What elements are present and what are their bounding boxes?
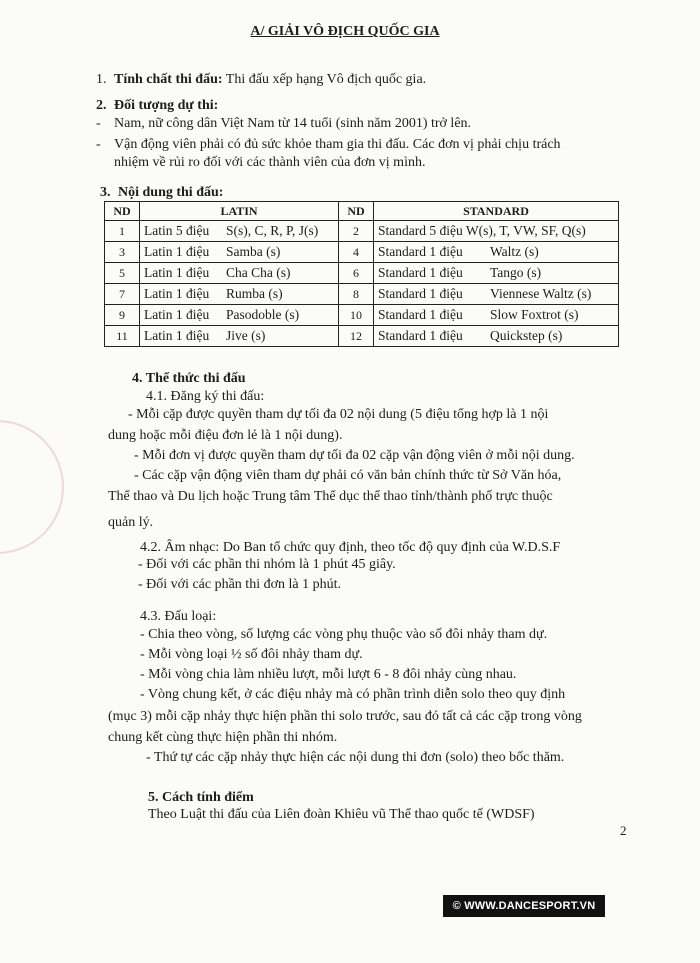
cell-standard: Standard 1 điệu Slow Foxtrot (s) bbox=[374, 305, 619, 326]
text-line: - Đối với các phần thi đơn là 1 phút. bbox=[138, 577, 341, 592]
cell-standard: Standard 1 điệu Viennese Waltz (s) bbox=[374, 284, 619, 305]
table-row bbox=[105, 305, 619, 326]
text-line: - Thứ tự các cặp nhảy thực hiện các nội dung thi đơn (solo) theo bốc thăm. bbox=[146, 750, 565, 765]
section-2-item: - Nam, nữ công dân Việt Nam từ 14 tuổi (sinh năm 2001) trở lên. bbox=[96, 116, 472, 131]
table-row bbox=[105, 263, 619, 284]
faded-stamp bbox=[0, 420, 64, 554]
cell-nd: 2 bbox=[339, 221, 374, 242]
cell-latin: Latin 1 điệu Samba (s) bbox=[140, 242, 339, 263]
text-line: (mục 3) mỗi cặp nhảy thực hiện phần thi solo trước, sau đó tất cả các cặp trong vòng bbox=[108, 709, 582, 724]
cell-nd: 1 bbox=[105, 221, 140, 242]
subsection-4-3: 4.3. Đấu loại: bbox=[140, 609, 217, 624]
cell-latin: Latin 1 điệu Jive (s) bbox=[140, 326, 339, 347]
cell-nd: 8 bbox=[339, 284, 374, 305]
cell-nd: 6 bbox=[339, 263, 374, 284]
text-line: quản lý. bbox=[108, 515, 154, 530]
text-line: - Chia theo vòng, số lượng các vòng phụ thuộc vào số đôi nhảy tham dự. bbox=[140, 627, 548, 642]
watermark-badge: © WWW.DANCESPORT.VN bbox=[443, 895, 605, 917]
cell-latin: Latin 1 điệu Cha Cha (s) bbox=[140, 263, 339, 284]
text-line: - Mỗi cặp được quyền tham dự tối đa 02 nội dung (5 điệu tổng hợp là 1 nội bbox=[128, 407, 549, 422]
cell-standard: Standard 1 điệu Quickstep (s) bbox=[374, 326, 619, 347]
text-line: - Mỗi vòng chia làm nhiều lượt, mỗi lượt 6 - 8 đôi nhảy cùng nhau. bbox=[140, 667, 517, 682]
cell-nd: 5 bbox=[105, 263, 140, 284]
text-line: Thể thao và Du lịch hoặc Trung tâm Thể dục thể thao tỉnh/thành phố trực thuộc bbox=[108, 489, 553, 504]
cell-nd: 11 bbox=[105, 326, 140, 347]
section-5-text: Theo Luật thi đấu của Liên đoàn Khiêu vũ Thể thao quốc tế (WDSF) bbox=[148, 807, 535, 822]
header-nd: ND bbox=[105, 202, 140, 221]
cell-latin: Latin 1 điệu Rumba (s) bbox=[140, 284, 339, 305]
section-1-text: Thi đấu xếp hạng Vô địch quốc gia. bbox=[222, 72, 427, 87]
cell-latin: Latin 1 điệu Pasodoble (s) bbox=[140, 305, 339, 326]
section-4-heading: 4. Thể thức thi đấu bbox=[132, 371, 246, 386]
table-row bbox=[105, 326, 619, 347]
text-line: - Vòng chung kết, ở các điệu nhảy mà có phần trình diễn solo theo quy định bbox=[140, 687, 566, 702]
cell-standard: Standard 1 điệu Tango (s) bbox=[374, 263, 619, 284]
table-row bbox=[105, 221, 619, 242]
section-5-heading: 5. Cách tính điểm bbox=[148, 790, 254, 805]
section-2-item-cont: nhiệm về rủi ro đối với các thành viên của đơn vị mình. bbox=[114, 155, 426, 170]
cell-standard: Standard 5 điệu W(s), T, VW, SF, Q(s) bbox=[374, 221, 619, 242]
cell-standard: Standard 1 điệu Waltz (s) bbox=[374, 242, 619, 263]
subsection-4-1: 4.1. Đăng ký thi đấu: bbox=[146, 389, 265, 404]
page-title: A/ GIẢI VÔ ĐỊCH QUỐC GIA bbox=[250, 24, 440, 39]
events-table bbox=[104, 201, 619, 347]
cell-nd: 3 bbox=[105, 242, 140, 263]
cell-nd: 12 bbox=[339, 326, 374, 347]
text-line: - Đối với các phần thi nhóm là 1 phút 45 giây. bbox=[138, 557, 396, 572]
cell-nd: 9 bbox=[105, 305, 140, 326]
header-latin: LATIN bbox=[140, 202, 339, 221]
text-line: chung kết cùng thực hiện phần thi nhóm. bbox=[108, 730, 338, 745]
section-3-heading: 3. Nội dung thi đấu: bbox=[100, 185, 224, 200]
cell-nd: 10 bbox=[339, 305, 374, 326]
table-header-row bbox=[105, 202, 619, 221]
cell-nd: 7 bbox=[105, 284, 140, 305]
section-2-heading: 2. Đối tượng dự thi: bbox=[96, 98, 219, 113]
page-number: 2 bbox=[620, 823, 627, 838]
section-1-label: Tính chất thi đấu: bbox=[114, 72, 223, 87]
table-row bbox=[105, 242, 619, 263]
table-row bbox=[105, 284, 619, 305]
text-line: dung hoặc mỗi điệu đơn lẻ là 1 nội dung). bbox=[108, 428, 343, 443]
cell-nd: 4 bbox=[339, 242, 374, 263]
text-line: - Mỗi đơn vị được quyền tham dự tối đa 02 cặp vận động viên ở mỗi nội dung. bbox=[134, 448, 575, 463]
section-1: 1. Tính chất thi đấu: Thi đấu xếp hạng Vô địch quốc gia. bbox=[96, 72, 427, 87]
header-nd: ND bbox=[339, 202, 374, 221]
cell-latin: Latin 5 điệu S(s), C, R, P, J(s) bbox=[140, 221, 339, 242]
section-2-item: - Vận động viên phải có đủ sức khỏe tham gia thi đấu. Các đơn vị phải chịu trách bbox=[96, 137, 561, 152]
subsection-4-2: 4.2. Âm nhạc: Do Ban tổ chức quy định, theo tốc độ quy định của W.D.S.F bbox=[140, 540, 561, 555]
text-line: - Các cặp vận động viên tham dự phải có văn bản chính thức từ Sở Văn hóa, bbox=[134, 468, 562, 483]
header-standard: STANDARD bbox=[374, 202, 619, 221]
text-line: - Mỗi vòng loại ½ số đôi nhảy tham dự. bbox=[140, 647, 363, 662]
